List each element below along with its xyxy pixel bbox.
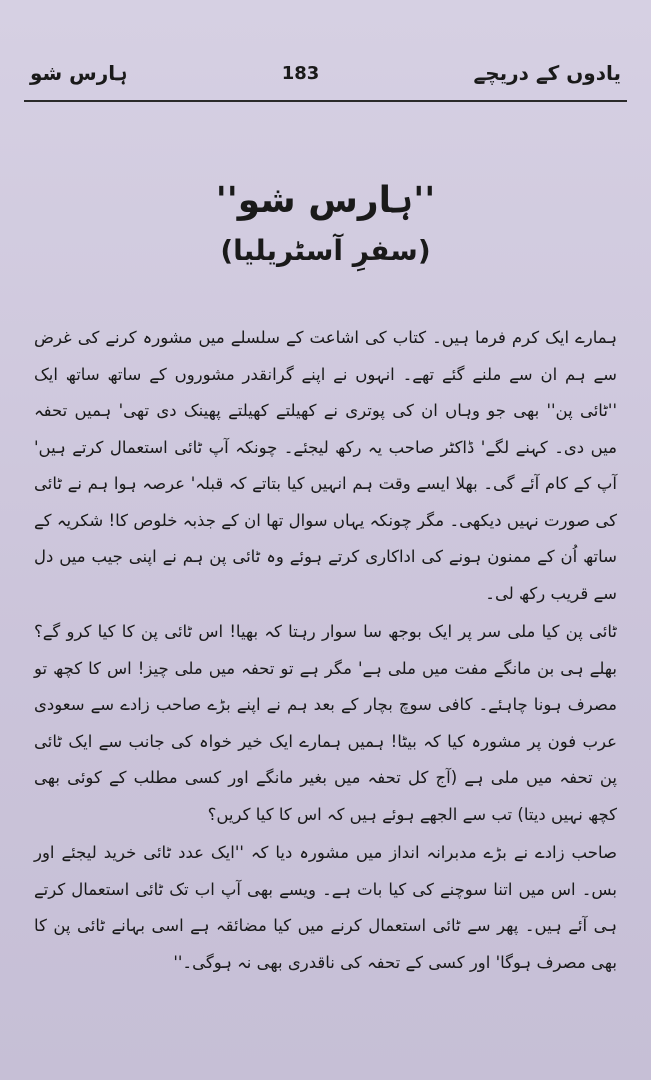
paragraph: ہمارے ایک کرم فرما ہیں۔ کتاب کی اشاعت کے سلسلے میں مشورہ کرنے کی غرض سے ہم ان سے ملنے گئے تھے۔ انہوں نے اپنے گرانقدر مشوروں کے ساتھ ساتھ ایک ''ٹائی پن'' بھی جو وہاں ان کی پوتری نے کھیلتے کھیلتے پھینک دی تھی' ہمیں تحفہ میں دی۔ کہنے لگے' ڈاکٹر صاحب یہ رکھ لیجئے۔ چونکہ آپ ٹائی استعمال کرتے ہیں' آپ کے کام آئے گی۔ بھلا ایسے وقت ہم انہیں کیا بتاتے کہ قبلہ' عرصہ ہوا ہم نے ٹائی کی صورت نہیں دیکھی۔ مگر چونکہ یہاں سوال تھا ان کے جذبہ خلوص کا! شکریہ کے ساتھ اُن کے ممنون ہونے کی اداکاری کرتے ہوئے وہ ٹائی پن ہم نے اپنی جیب میں دل سے قریب رکھ لی۔ (34, 328, 617, 603)
chapter-title: ''ہارس شو'' (215, 180, 436, 221)
page-header (30, 48, 621, 98)
book-title: یادوں کے دریچے (473, 61, 621, 85)
header-rule (24, 100, 627, 102)
chapter-subtitle: (سفرِ آسٹریلیا) (220, 234, 431, 267)
paragraph: صاحب زادے نے بڑے مدبرانہ انداز میں مشورہ دیا کہ ''ایک عدد ٹائی خرید لیجئے اور بس۔ اس میں اتنا سوچنے کی کیا بات ہے۔ ویسے بھی آپ اب تک ٹائی استعمال کرتے ہی آئے ہیں۔ پھر سے ٹائی استعمال کرنے میں کیا مضائقہ ہے اسی بہانے ٹائی پن کا بھی مصرف ہوگا' اور کسی کے تحفہ کی ناقدری بھی نہ ہوگی۔'' (34, 843, 617, 972)
chapter-running-title: ہارس شو (30, 61, 128, 85)
body-text (34, 320, 617, 1020)
paragraph: ٹائی پن کیا ملی سر پر ایک بوجھ سا سوار رہتا کہ بھیا! اس ٹائی پن کا کیا کرو گے؟ بھلے ہی بن مانگے مفت میں ملی ہے' مگر ہے تو تحفہ میں ملی چیز! اس کا کچھ تو مصرف ہونا چاہئے۔ کافی سوچ بچار کے بعد ہم نے اپنے بڑے صاحب زادے سے سعودی عرب فون پر مشورہ کیا کہ بیٹا! ہمیں ہمارے ایک خیر خواہ کی جانب سے ایک ٹائی پن تحفہ میں ملی ہے (آج کل تحفہ میں بغیر مانگے اور کسی مطلب کے کوئی بھی کچھ نہیں دیتا) تب سے الجھے ہوئے ہیں کہ اس کا کیا کریں؟ (34, 622, 617, 824)
page-number: 183 (281, 62, 320, 84)
